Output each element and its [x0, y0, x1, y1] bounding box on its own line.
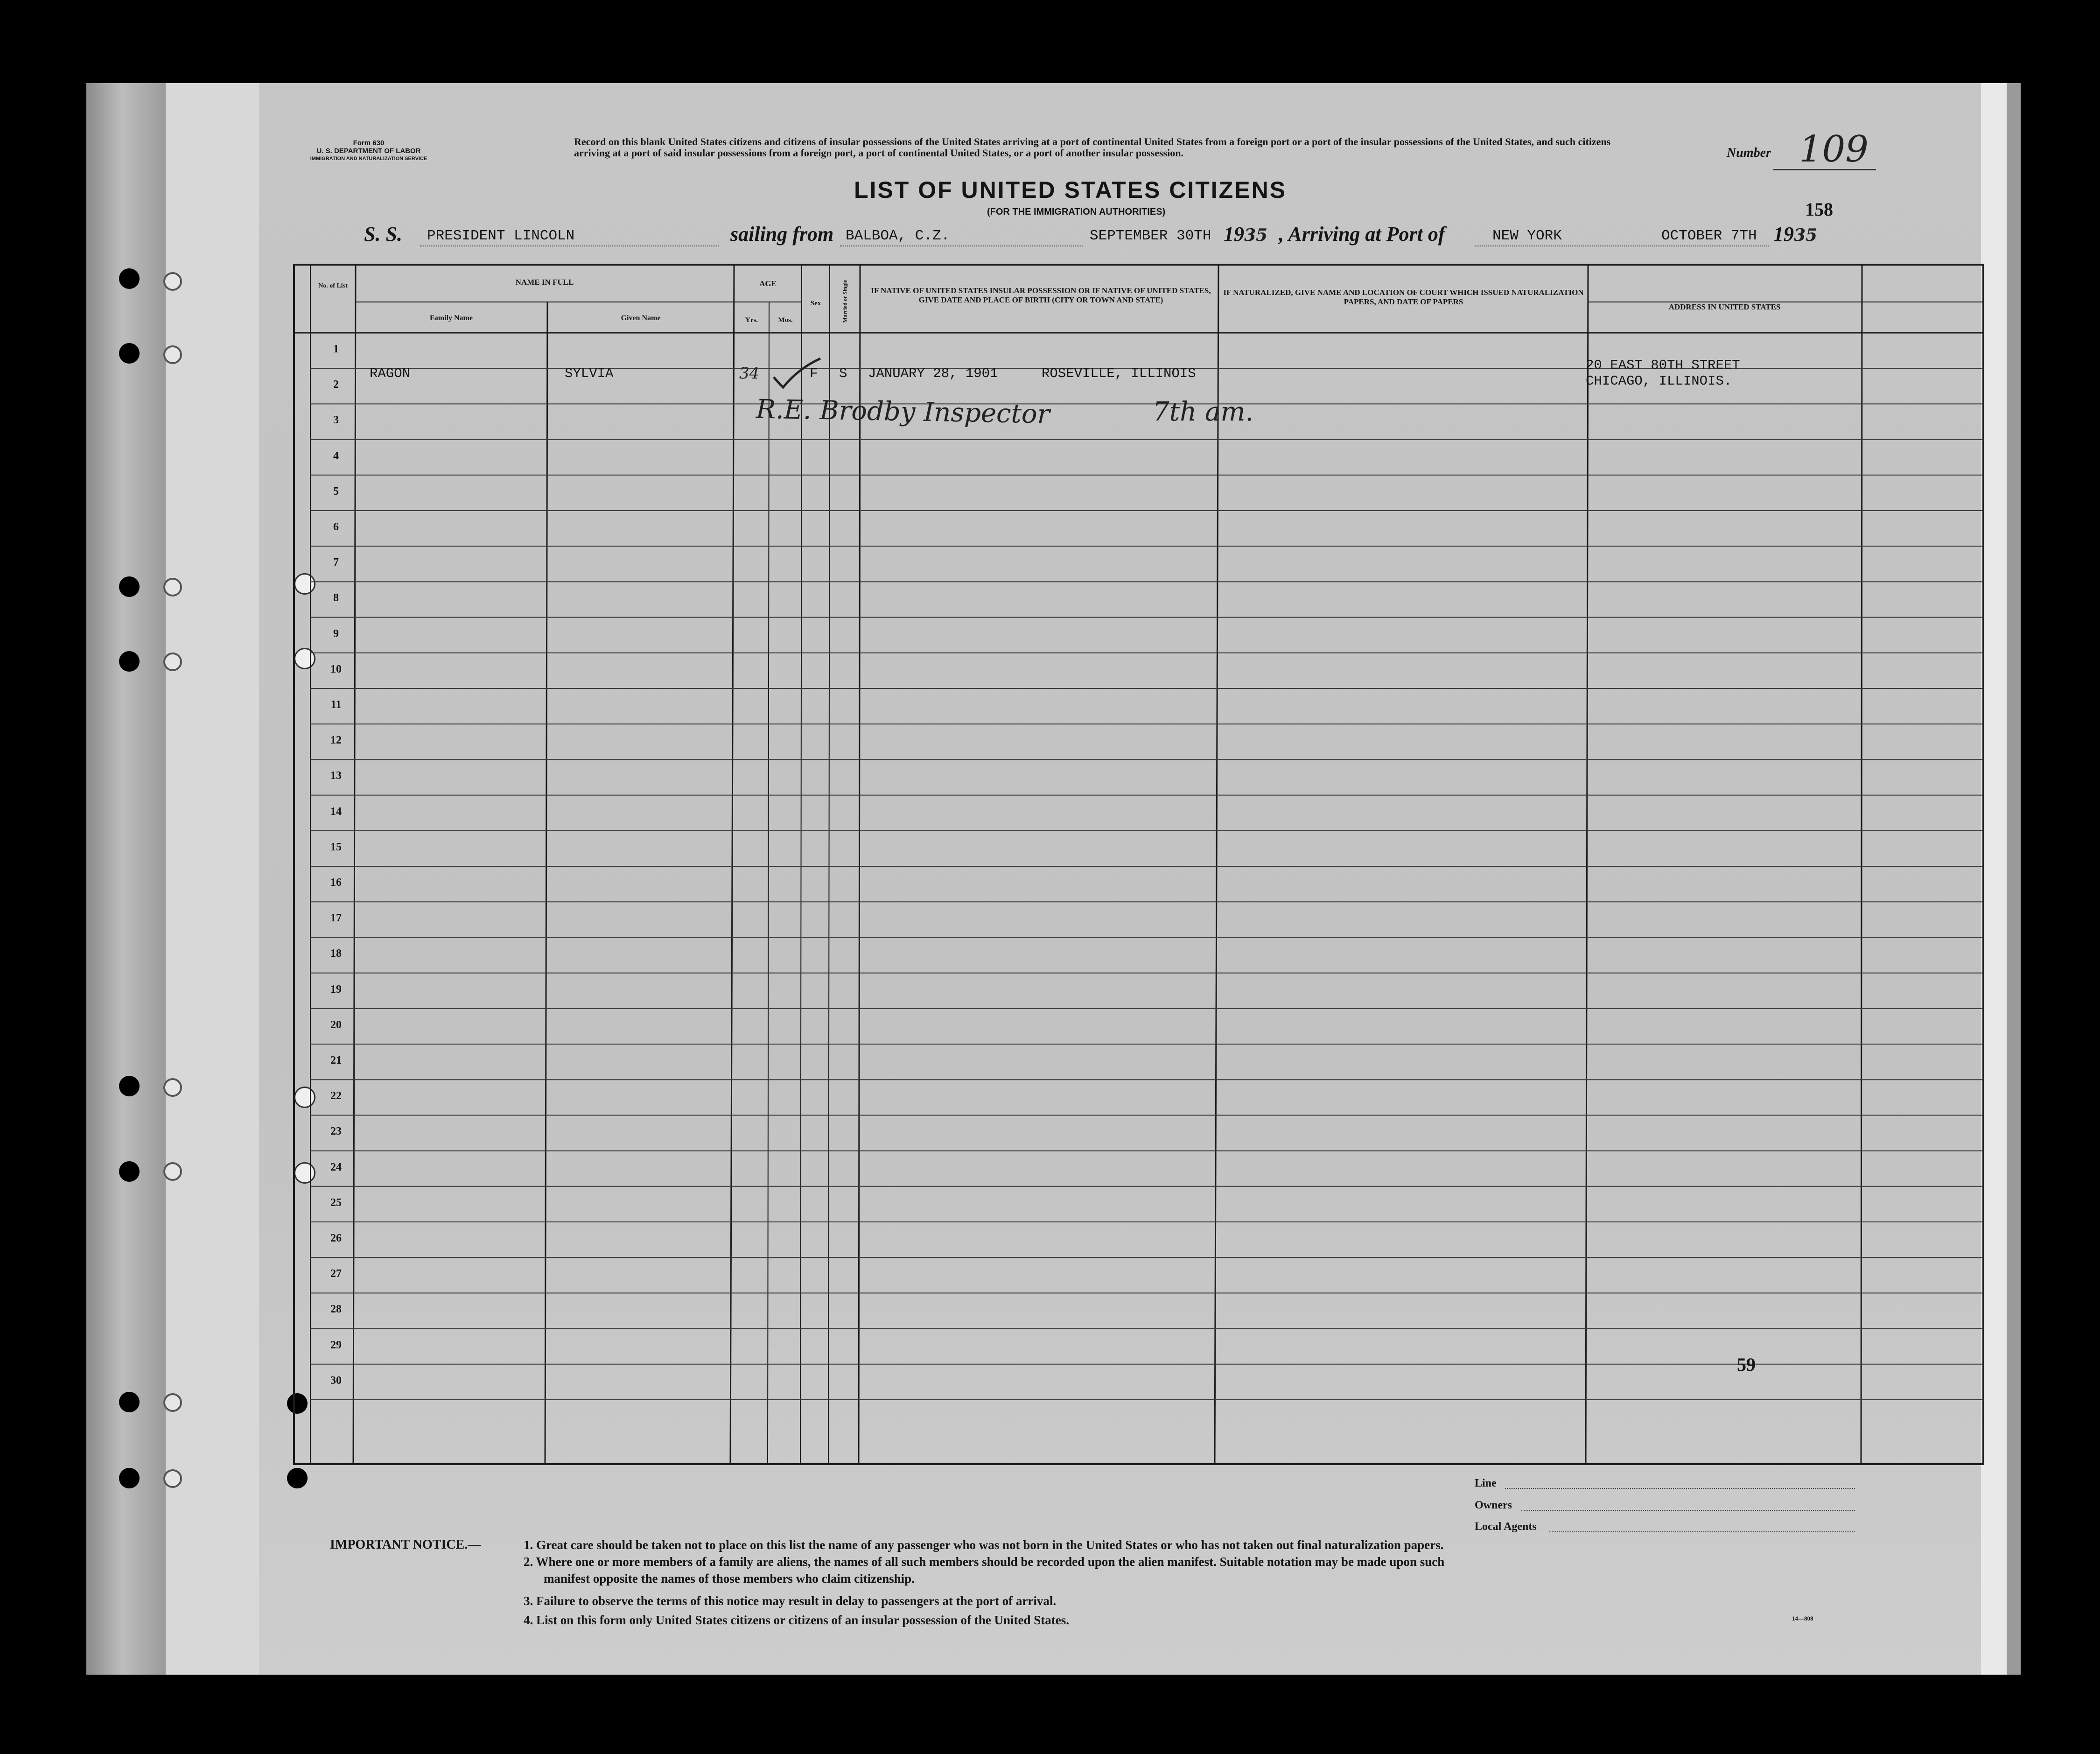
- to-port: NEW YORK: [1492, 228, 1562, 244]
- col-header-name: NAME IN FULL: [515, 278, 574, 287]
- owners-field: [1521, 1510, 1855, 1511]
- col-header-native: IF NATIVE OF UNITED STATES INSULAR POSSESSION OR IF NATIVE OF UNITED STATES, GIVE DATE AND PLACE OF BIRTH (CITY OR TOWN AND STATE): [871, 286, 1211, 304]
- row-number: 28: [330, 1303, 342, 1316]
- row-number: 7: [333, 556, 339, 569]
- arriving-label: , Arriving at Port of: [1279, 223, 1445, 246]
- notice-item-2-cont: manifest opposite the names of those members who claim citizenship.: [544, 1572, 915, 1586]
- row-number: 9: [333, 627, 339, 640]
- row-number: 21: [330, 1054, 342, 1066]
- birth-place: ROSEVILLE, ILLINOIS: [1042, 366, 1196, 381]
- col-header-mos: Mos.: [778, 316, 793, 324]
- col-rule-married: [859, 265, 860, 1464]
- row-number: 4: [333, 449, 339, 462]
- row-number: 14: [330, 805, 342, 818]
- col-rule-native: [1215, 265, 1218, 1464]
- row-number: 12: [330, 734, 342, 747]
- depart-date: SEPTEMBER 30TH: [1090, 228, 1211, 244]
- col-header-naturalized: IF NATURALIZED, GIVE NAME AND LOCATION OF COURT WHICH ISSUED NATURALIZATION PAPERS, AND DATE OF PAPERS: [1223, 288, 1584, 306]
- list-number: 109: [1799, 128, 1869, 170]
- number-label: Number: [1727, 146, 1771, 160]
- inspection-date: 7th am.: [1153, 397, 1254, 427]
- inspector-annotation: R.E. Brodby Inspector: [756, 394, 1050, 430]
- row-number: 1: [333, 343, 339, 355]
- row-number: 22: [330, 1090, 342, 1102]
- notice-item-1: 1. Great care should be taken not to place on this list the name of any passenger who was not born in the United States or who has not taken out final naturalization papers.: [524, 1538, 1444, 1552]
- row-number: 20: [330, 1018, 342, 1031]
- row-number: 18: [330, 947, 342, 960]
- arrive-date: OCTOBER 7TH: [1661, 228, 1757, 244]
- notice-heading: IMPORTANT NOTICE.—: [330, 1537, 481, 1552]
- ship-name: PRESIDENT LINCOLN: [427, 228, 575, 244]
- form-instruction: Record on this blank United States citizens and citizens of insular possessions of the United States arriving at a port of continental United States from a foreign port or a port of the insular possessions of the United States, and such citizens arriving at a port of said insular possessions from a foreign port, a port of continental United States, or a port of another insular possession.: [574, 136, 1611, 159]
- row-number: 24: [330, 1161, 342, 1173]
- row-number: 27: [330, 1268, 342, 1280]
- notice-item-2: 2. Where one or more members of a family are aliens, the names of all such members should be recorded upon the alien manifest. Suitable notation may be made upon such: [524, 1555, 1445, 1569]
- married-value: S: [839, 366, 847, 381]
- sex-value: F: [810, 366, 818, 381]
- row-number: 8: [333, 592, 339, 604]
- ss-label: S. S.: [364, 223, 402, 246]
- notice-item-3: 3. Failure to observe the terms of this notice may result in delay to passengers at the port of arrival.: [524, 1594, 1057, 1608]
- agents-field: [1549, 1531, 1855, 1532]
- row-number: 30: [330, 1374, 342, 1387]
- col-header-address: ADDRESS IN UNITED STATES: [1668, 302, 1781, 311]
- col-header-yrs: Yrs.: [745, 316, 758, 324]
- form-identifier: Form 630 U. S. DEPARTMENT OF LABOR IMMIGRATION AND NATURALIZATION SERVICE: [310, 139, 427, 161]
- address-line-2: CHICAGO, ILLINOIS.: [1586, 373, 1732, 389]
- row-number: 11: [330, 699, 342, 711]
- col-header-no: No. of List: [318, 282, 348, 289]
- arrive-year: 35: [1794, 225, 1818, 245]
- from-port: BALBOA, C.Z.: [846, 228, 950, 244]
- col-rule-family: [545, 302, 547, 1464]
- depart-year: 35: [1244, 225, 1268, 245]
- row-number: 17: [330, 912, 342, 925]
- owners-label: Owners: [1475, 1499, 1512, 1511]
- notice-item-4: 4. List on this form only United States citizens or citizens of an insular possession of the United States.: [524, 1613, 1070, 1627]
- age-years: 34: [739, 364, 760, 383]
- year-prefix: 19: [1224, 223, 1244, 246]
- family-name: RAGON: [370, 366, 411, 381]
- stamp-number: 59: [1737, 1354, 1756, 1375]
- agents-label: Local Agents: [1475, 1521, 1537, 1533]
- col-rule-mos: [800, 265, 802, 1464]
- row-number: 29: [330, 1339, 342, 1351]
- col-rule-given: [730, 265, 734, 1464]
- page-stamp: 158: [1805, 199, 1833, 220]
- given-name: SYLVIA: [565, 366, 614, 381]
- col-header-given: Given Name: [621, 314, 661, 322]
- row-number: 25: [330, 1196, 342, 1209]
- line-label: Line: [1475, 1477, 1497, 1489]
- row-number: 26: [330, 1232, 342, 1244]
- line-field: [1505, 1488, 1855, 1489]
- sailing-label: sailing from: [730, 223, 834, 246]
- col-rule-no: [353, 265, 356, 1464]
- col-rule-yrs: [768, 302, 769, 1464]
- col-rule-address: [1861, 265, 1862, 1464]
- row-number: 16: [330, 877, 342, 889]
- row-number: 2: [333, 379, 339, 391]
- row-number: 15: [330, 841, 342, 853]
- row-number: 13: [330, 770, 342, 782]
- form-code: 14—808: [1792, 1615, 1813, 1622]
- col-rule-naturalized: [1586, 265, 1588, 1464]
- col-rule-sex: [828, 265, 830, 1464]
- col-header-age: AGE: [759, 279, 777, 288]
- row-number: 6: [333, 521, 339, 533]
- birth-date: JANUARY 28, 1901: [868, 366, 998, 381]
- row-number: 5: [333, 485, 339, 498]
- arrive-year-prefix: 19: [1773, 223, 1794, 246]
- page-title: LIST OF UNITED STATES CITIZENS: [854, 177, 1287, 203]
- col-header-sex: Sex: [810, 300, 821, 307]
- col-header-family: Family Name: [430, 314, 473, 322]
- page-subtitle: (FOR THE IMMIGRATION AUTHORITIES): [987, 207, 1166, 217]
- row-number: 3: [333, 414, 339, 427]
- row-number: 10: [330, 663, 342, 675]
- col-header-married: Married or Single: [841, 280, 848, 323]
- address-line-1: 20 EAST 80TH STREET: [1586, 358, 1740, 373]
- row-number: 23: [330, 1125, 342, 1138]
- row-number: 19: [330, 983, 342, 996]
